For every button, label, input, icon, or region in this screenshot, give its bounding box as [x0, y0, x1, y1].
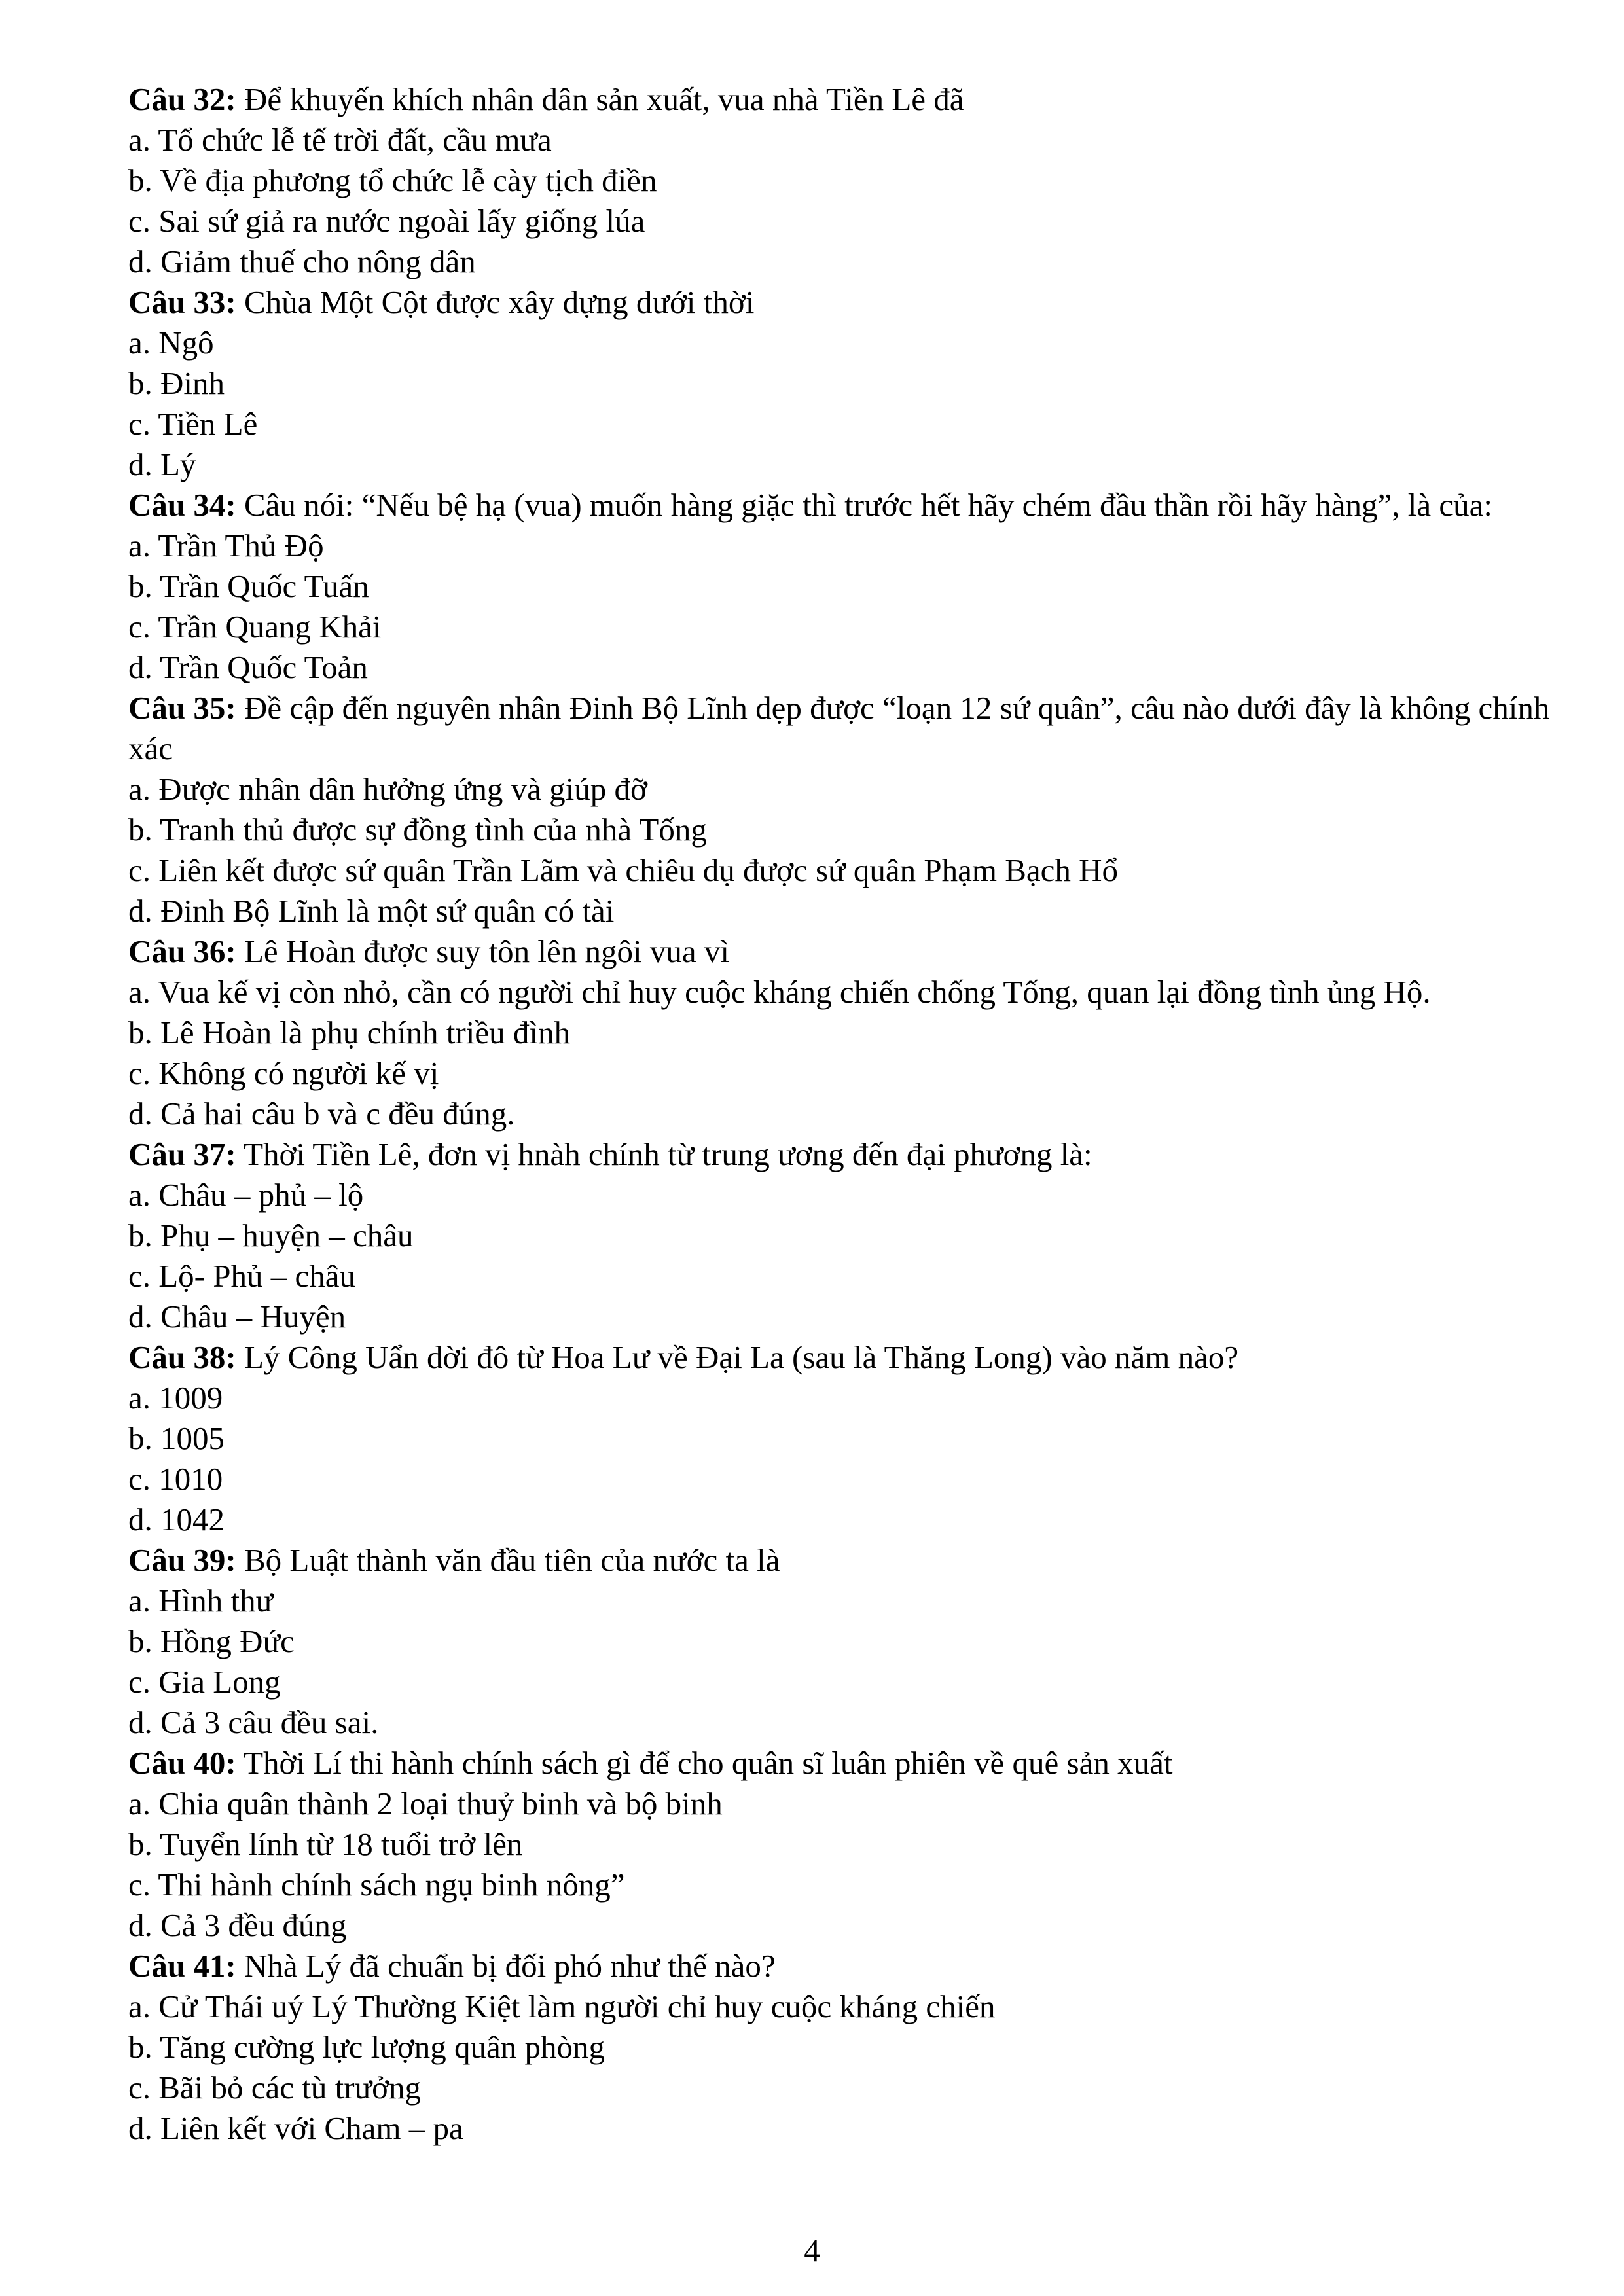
question-label: Câu 40:	[128, 1745, 236, 1781]
answer-option: c. Gia Long	[128, 1664, 281, 1700]
answer-option: b. Lê Hoàn là phụ chính triều đình	[128, 1014, 570, 1050]
answer-option: d. Châu – Huyện	[128, 1299, 346, 1335]
answer-option: a. Châu – phủ – lộ	[128, 1177, 364, 1213]
question-label: Câu 33:	[128, 284, 236, 320]
question-text	[128, 1540, 1588, 1581]
question-label: Câu 39:	[128, 1542, 236, 1578]
page-number: 4	[804, 2233, 820, 2269]
answer-option: c. 1010	[128, 1461, 223, 1497]
answer-option: a. Tổ chức lễ tế trời đất, cầu mưa	[128, 122, 552, 158]
question-prompt: Để khuyến khích nhân dân sản xuất, vua nhà Tiền Lê đã	[236, 81, 964, 117]
answer-option: d. Liên kết với Cham – pa	[128, 2110, 463, 2146]
question-text	[128, 688, 1588, 769]
answer-option: b. Tranh thủ được sự đồng tình của nhà Tống	[128, 812, 707, 848]
question-label: Câu 38:	[128, 1339, 236, 1375]
answer-option: d. Trần Quốc Toản	[128, 649, 368, 685]
answer-option: d. Lý	[128, 446, 196, 482]
answer-option: b. Hồng Đức	[128, 1623, 295, 1659]
answer-option: a. Vua kế vị còn nhỏ, cần có người chỉ huy cuộc kháng chiến chống Tống, quan lại đồng tình ủng Hộ.	[128, 974, 1431, 1010]
question-text	[128, 1337, 1588, 1378]
question-label: Câu 41:	[128, 1948, 236, 1984]
question-text	[128, 931, 1588, 972]
question-block	[128, 1946, 1588, 2149]
question-label: Câu 37:	[128, 1136, 236, 1172]
answer-option: b. Tăng cường lực lượng quân phòng	[128, 2029, 605, 2065]
answer-option: c. Trần Quang Khải	[128, 609, 382, 645]
answer-option: c. Không có người kế vị	[128, 1055, 439, 1091]
answer-option: c. Thi hành chính sách ngụ binh nông”	[128, 1867, 625, 1903]
answer-option: a. Hình thư	[128, 1583, 274, 1619]
question-block	[128, 485, 1588, 688]
answer-option: d. Cả 3 đều đúng	[128, 1907, 347, 1943]
answer-option: a. Được nhân dân hưởng ứng và giúp đỡ	[128, 771, 647, 807]
question-text	[128, 485, 1588, 526]
answer-option: b. Tuyển lính từ 18 tuổi trở lên	[128, 1826, 523, 1862]
answer-option: b. Phụ – huyện – châu	[128, 1217, 414, 1253]
answer-option: b. Về địa phương tổ chức lễ cày tịch điền	[128, 162, 657, 198]
question-block	[128, 1337, 1588, 1540]
question-prompt: Lý Công Uẩn dời đô từ Hoa Lư về Đại La (sau là Thăng Long) vào năm nào?	[236, 1339, 1239, 1375]
question-prompt: Thời Tiền Lê, đơn vị hnàh chính từ trung ương đến đại phương là:	[236, 1136, 1092, 1172]
question-label: Câu 36:	[128, 933, 236, 969]
answer-option: d. 1042	[128, 1501, 225, 1537]
answer-option: c. Liên kết được sứ quân Trần Lãm và chiêu dụ được sứ quân Phạm Bạch Hổ	[128, 852, 1119, 888]
answer-option: a. 1009	[128, 1380, 223, 1416]
answer-option: b. Đinh	[128, 365, 225, 401]
question-block	[128, 1134, 1588, 1337]
question-prompt: Nhà Lý đã chuẩn bị đối phó như thế nào?	[236, 1948, 776, 1984]
answer-option: d. Cả hai câu b và c đều đúng.	[128, 1096, 515, 1132]
question-block	[128, 931, 1588, 1134]
answer-option: a. Cử Thái uý Lý Thường Kiệt làm người chỉ huy cuộc kháng chiến	[128, 1988, 996, 2024]
question-text	[128, 1743, 1588, 1784]
question-label: Câu 34:	[128, 487, 236, 523]
question-prompt: Bộ Luật thành văn đầu tiên của nước ta là	[236, 1542, 780, 1578]
question-block	[128, 79, 1588, 282]
answer-option: c. Lộ- Phủ – châu	[128, 1258, 355, 1294]
question-block	[128, 1743, 1588, 1946]
question-list	[128, 79, 1588, 2149]
answer-option: d. Cả 3 câu đều sai.	[128, 1704, 379, 1740]
question-prompt: Chùa Một Cột được xây dựng dưới thời	[236, 284, 755, 320]
question-label: Câu 32:	[128, 81, 236, 117]
question-block	[128, 1540, 1588, 1743]
question-text	[128, 1946, 1588, 1986]
answer-option: d. Giảm thuế cho nông dân	[128, 243, 476, 279]
question-block	[128, 688, 1588, 931]
question-text	[128, 1134, 1588, 1175]
answer-option: a. Trần Thủ Độ	[128, 528, 324, 564]
answer-option: a. Ngô	[128, 325, 214, 361]
answer-option: b. Trần Quốc Tuấn	[128, 568, 369, 604]
question-prompt: Lê Hoàn được suy tôn lên ngôi vua vì	[236, 933, 730, 969]
answer-option: c. Bãi bỏ các tù trưởng	[128, 2070, 422, 2106]
question-text	[128, 79, 1588, 120]
question-prompt: Đề cập đến nguyên nhân Đinh Bộ Lĩnh dẹp được “loạn 12 sứ quân”, câu nào dưới đây là không chính xác	[128, 690, 1550, 766]
answer-option: c. Sai sứ giả ra nước ngoài lấy giống lúa	[128, 203, 645, 239]
question-prompt: Câu nói: “Nếu bệ hạ (vua) muốn hàng giặc thì trước hết hãy chém đầu thần rồi hãy hàng”, là của:	[236, 487, 1492, 523]
answer-option: a. Chia quân thành 2 loại thuỷ binh và bộ binh	[128, 1785, 723, 1821]
answer-option: d. Đinh Bộ Lĩnh là một sứ quân có tài	[128, 893, 615, 929]
answer-option: b. 1005	[128, 1420, 225, 1456]
question-prompt: Thời Lí thi hành chính sách gì để cho quân sĩ luân phiên về quê sản xuất	[236, 1745, 1173, 1781]
question-block	[128, 282, 1588, 485]
question-text	[128, 282, 1588, 323]
answer-option: c. Tiền Lê	[128, 406, 258, 442]
question-label: Câu 35:	[128, 690, 236, 726]
